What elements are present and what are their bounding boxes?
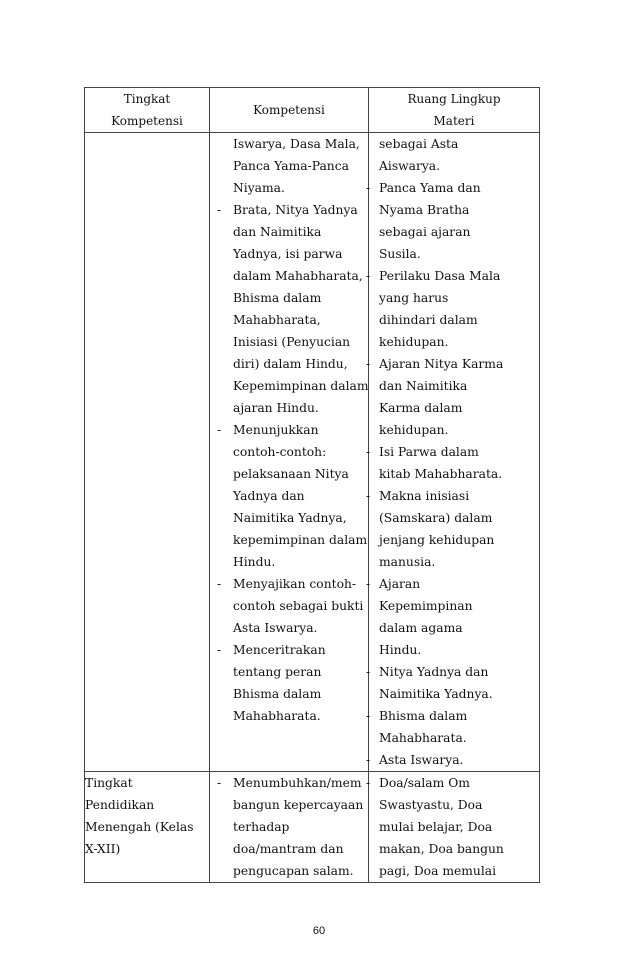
line-text: Asta Iswarya. <box>233 621 318 635</box>
line-text: Naimitika Yadnya. <box>379 687 493 701</box>
text-line <box>85 794 209 816</box>
row2-kompetensi-text <box>210 772 371 882</box>
row2-kompetensi-cell <box>210 772 369 883</box>
line-text: Yadnya, isi parwa <box>233 247 343 261</box>
line-text: Menceritrakan <box>233 643 326 657</box>
row1-tingkat-cell <box>85 133 210 772</box>
text-line <box>85 838 209 860</box>
bullet-list-item <box>366 441 539 463</box>
line-text: Bhisma dalam <box>379 709 468 723</box>
header-tingkat-line2: Kompetensi <box>111 114 183 128</box>
line-text: makan, Doa bangun <box>379 842 504 856</box>
line-text: kepemimpinan dalam <box>233 533 368 547</box>
line-text: Hindu. <box>233 555 276 569</box>
text-line <box>369 155 539 177</box>
page-number: 60 <box>312 925 326 937</box>
text-line <box>369 816 539 838</box>
bullet-list-item <box>366 177 539 199</box>
text-line <box>210 661 371 683</box>
text-line <box>369 507 539 529</box>
row2-materi-text <box>366 772 539 882</box>
line-text: Mahabharata. <box>233 709 321 723</box>
bullet-dash: - <box>366 489 371 503</box>
row1-materi-text <box>366 133 539 771</box>
line-text: Inisiasi (Penyucian <box>233 335 351 349</box>
text-line <box>210 243 368 265</box>
bullet-list-item <box>366 573 539 595</box>
line-text: bangun kepercayaan <box>233 798 364 812</box>
text-line <box>210 551 368 573</box>
line-text: Niyama. <box>233 181 285 195</box>
line-text: doa/mantram dan <box>233 842 344 856</box>
text-line <box>210 441 371 463</box>
text-line <box>369 221 539 243</box>
line-text: Hindu. <box>379 643 422 657</box>
line-text: contoh sebagai bukti <box>233 599 364 613</box>
line-text: Iswarya, Dasa Mala, <box>233 137 360 151</box>
text-line <box>210 860 368 882</box>
text-line <box>210 133 368 155</box>
line-text: kehidupan. <box>379 423 449 437</box>
header-tingkat-line1: Tingkat <box>123 92 171 106</box>
row1-kompetensi-text <box>210 133 371 727</box>
text-line <box>210 309 368 331</box>
line-text: Menumbuhkan/mem <box>233 776 362 790</box>
text-line <box>369 199 539 221</box>
line-text: Aiswarya. <box>379 159 441 173</box>
text-line <box>369 595 539 617</box>
line-text: (Samskara) dalam <box>379 511 493 525</box>
header-kompetensi <box>210 88 369 133</box>
row1-materi-cell <box>366 133 540 772</box>
line-text: dalam Mahabharata, <box>233 269 363 283</box>
text-line <box>369 683 539 705</box>
text-line <box>210 221 368 243</box>
text-line <box>369 529 539 551</box>
line-text: dan Naimitika <box>233 225 322 239</box>
bullet-dash: - <box>366 753 371 767</box>
row2-materi-cell <box>366 772 540 883</box>
line-text: Doa/salam Om <box>379 776 470 790</box>
text-line <box>210 617 368 639</box>
text-line <box>85 772 209 794</box>
line-text: Ajaran Nitya Karma <box>379 357 504 371</box>
table-row <box>85 133 540 772</box>
text-line <box>369 794 539 816</box>
text-line <box>210 375 368 397</box>
line-text: ajaran Hindu. <box>233 401 319 415</box>
text-line <box>369 551 539 573</box>
bullet-dash: - <box>217 577 222 591</box>
competency-table <box>84 87 540 883</box>
header-ruang-line1: Ruang Lingkup <box>407 92 501 106</box>
text-line <box>210 353 371 375</box>
text-line <box>210 838 368 860</box>
line-text: Ajaran <box>379 577 421 591</box>
line-text: Panca Yama dan <box>379 181 481 195</box>
line-text: kitab Mahabharata. <box>379 467 503 481</box>
text-line <box>369 419 539 441</box>
line-text: dalam agama <box>379 621 463 635</box>
line-text: terhadap <box>233 820 290 834</box>
text-line <box>210 331 368 353</box>
text-line <box>210 794 368 816</box>
bullet-list-item <box>210 639 368 661</box>
line-text: Karma dalam <box>379 401 463 415</box>
line-text: sebagai ajaran <box>379 225 471 239</box>
line-text: sebagai Asta <box>379 137 459 151</box>
text-line <box>369 287 539 309</box>
text-line <box>210 816 368 838</box>
bullet-list-item <box>366 485 539 507</box>
line-text: yang harus <box>379 291 449 305</box>
text-line <box>369 243 539 265</box>
bullet-dash: - <box>366 445 371 459</box>
line-text: Kepemimpinan dalam <box>233 379 369 393</box>
line-text: Mahabharata. <box>379 731 467 745</box>
header-tingkat-kompetensi <box>85 88 210 133</box>
text-line <box>369 463 539 485</box>
text-line <box>369 375 539 397</box>
line-text: Menengah (Kelas <box>85 820 194 834</box>
text-line <box>369 397 539 419</box>
line-text: Makna inisiasi <box>379 489 470 503</box>
line-text: Nyama Bratha <box>379 203 470 217</box>
text-line <box>85 816 209 838</box>
line-text: Yadnya dan <box>233 489 305 503</box>
line-text: Brata, Nitya Yadnya <box>233 203 358 217</box>
line-text: manusia. <box>379 555 436 569</box>
text-line <box>210 705 371 727</box>
text-line <box>210 529 368 551</box>
bullet-list-item <box>210 772 371 794</box>
line-text: kehidupan. <box>379 335 449 349</box>
text-line <box>369 617 539 639</box>
row2-tingkat-text <box>85 772 209 860</box>
line-text: Perilaku Dasa Mala <box>379 269 501 283</box>
line-text: X-XII) <box>85 842 121 856</box>
line-text: Panca Yama-Panca <box>233 159 349 173</box>
bullet-list-item <box>366 661 539 683</box>
bullet-dash: - <box>366 709 371 723</box>
line-text: mulai belajar, Doa <box>379 820 493 834</box>
line-text: Menunjukkan <box>233 423 319 437</box>
text-line <box>210 265 371 287</box>
line-text: tentang peran <box>233 665 322 679</box>
line-text: jenjang kehidupan <box>379 533 495 547</box>
table-header-row <box>85 88 540 133</box>
text-line <box>210 397 368 419</box>
line-text: Swastyastu, Doa <box>379 798 483 812</box>
text-line <box>210 507 368 529</box>
text-line <box>369 309 539 331</box>
line-text: Bhisma dalam <box>233 687 322 701</box>
line-text: pagi, Doa memulai <box>379 864 497 878</box>
line-text: Mahabharata, <box>233 313 321 327</box>
line-text: Isi Parwa dalam <box>379 445 479 459</box>
line-text: contoh-contoh: <box>233 445 327 459</box>
line-text: Asta Iswarya. <box>379 753 464 767</box>
text-line <box>210 155 368 177</box>
bullet-dash: - <box>366 776 371 790</box>
line-text: Kepemimpinan <box>379 599 473 613</box>
line-text: Menyajikan contoh- <box>233 577 357 591</box>
line-text: dan Naimitika <box>379 379 468 393</box>
row1-kompetensi-cell <box>210 133 369 772</box>
table-row <box>85 772 540 883</box>
bullet-dash: - <box>366 181 371 195</box>
text-line <box>210 485 371 507</box>
line-text: diri) dalam Hindu, <box>233 357 348 371</box>
bullet-dash: - <box>217 776 222 790</box>
bullet-dash: - <box>366 577 371 591</box>
bullet-list-item <box>210 573 371 595</box>
line-text: Bhisma dalam <box>233 291 322 305</box>
text-line <box>210 463 368 485</box>
line-text: Tingkat <box>85 776 133 790</box>
bullet-list-item <box>366 265 539 287</box>
text-line <box>210 595 368 617</box>
line-text: Susila. <box>379 247 421 261</box>
bullet-dash: - <box>366 269 371 283</box>
text-line <box>369 727 539 749</box>
text-line <box>210 177 371 199</box>
line-text: Naimitika Yadnya, <box>233 511 347 525</box>
line-text: Nitya Yadnya dan <box>379 665 489 679</box>
text-line <box>369 133 539 155</box>
line-text: pelaksanaan Nitya <box>233 467 349 481</box>
text-line <box>369 639 539 661</box>
bullet-list-item <box>210 419 368 441</box>
header-ruang-line2: Materi <box>433 114 475 128</box>
bullet-dash: - <box>366 357 371 371</box>
text-line <box>369 860 539 882</box>
bullet-dash: - <box>217 423 222 437</box>
bullet-dash: - <box>366 665 371 679</box>
header-ruang-lingkup-materi <box>369 88 540 133</box>
bullet-list-item <box>366 705 539 727</box>
bullet-dash: - <box>217 643 222 657</box>
bullet-dash: - <box>217 203 222 217</box>
text-line <box>369 838 539 860</box>
line-text: dihindari dalam <box>379 313 478 327</box>
header-kompetensi-label: Kompetensi <box>253 103 325 117</box>
bullet-list-item <box>210 199 368 221</box>
bullet-list-item <box>366 772 539 794</box>
line-text: pengucapan salam. <box>233 864 354 878</box>
bullet-list-item <box>366 749 539 771</box>
line-text: Pendidikan <box>85 798 155 812</box>
bullet-list-item <box>366 353 539 375</box>
text-line <box>210 287 368 309</box>
text-line <box>210 683 368 705</box>
row2-tingkat-cell <box>85 772 210 883</box>
text-line <box>369 331 539 353</box>
